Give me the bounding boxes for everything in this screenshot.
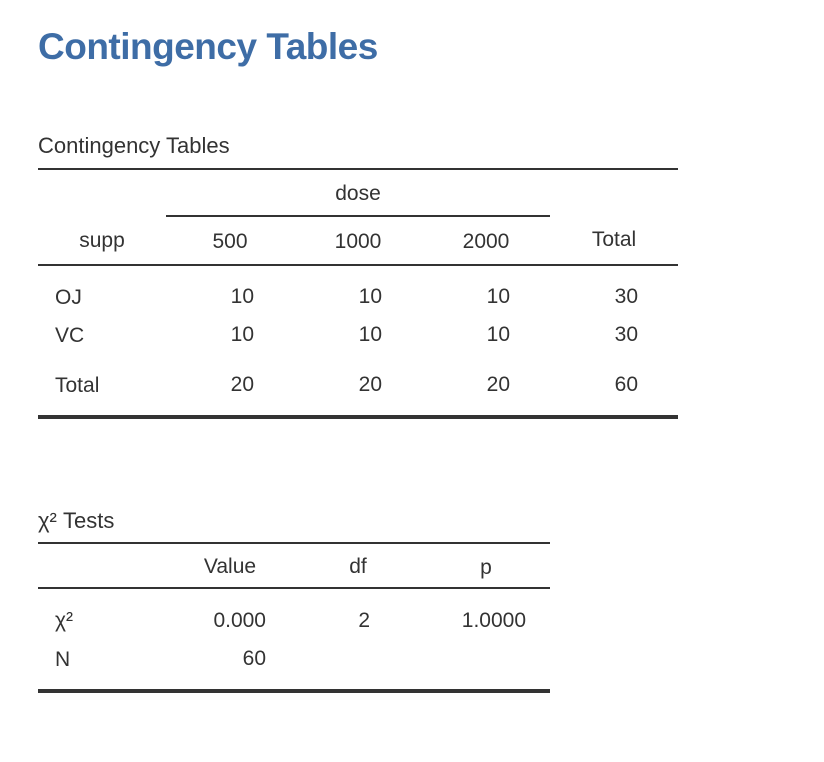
table-cell: 10	[486, 323, 510, 346]
row-label: χ²	[55, 609, 74, 632]
contingency-table-caption: Contingency Tables	[38, 133, 230, 158]
page-title: Contingency Tables	[38, 26, 378, 67]
table-cell: 10	[230, 285, 254, 308]
table-cell: 10	[358, 323, 382, 346]
table-cell: 0.000	[213, 609, 266, 632]
row-label: OJ	[55, 286, 82, 309]
table-bottom-rule	[38, 689, 550, 693]
chisq-table-caption: χ² Tests	[38, 508, 115, 533]
column-group-rule	[166, 215, 550, 217]
column-header: Value	[203, 555, 257, 578]
table-cell: 20	[358, 373, 382, 396]
table-top-rule	[38, 168, 678, 170]
table-cell: 20	[486, 373, 510, 396]
column-header: 1000	[334, 230, 382, 253]
header-rule	[38, 264, 678, 266]
table-cell: 20	[230, 373, 254, 396]
column-header: 500	[212, 230, 248, 253]
column-header: df	[349, 555, 367, 578]
row-label: VC	[55, 324, 85, 347]
table-cell: 10	[230, 323, 254, 346]
table-cell-total: 30	[614, 323, 638, 346]
table-cell: 10	[486, 285, 510, 308]
header-rule	[38, 587, 550, 589]
column-header: p	[480, 556, 492, 579]
table-cell: 2	[358, 609, 370, 632]
column-group-header: dose	[335, 182, 381, 205]
table-bottom-rule	[38, 415, 678, 419]
table-cell-total: 60	[614, 373, 638, 396]
table-cell: 1.0000	[461, 609, 526, 632]
column-header: 2000	[462, 230, 510, 253]
total-column-header: Total	[591, 228, 637, 251]
table-cell-total: 30	[614, 285, 638, 308]
table-top-rule	[38, 542, 550, 544]
row-header-supp: supp	[79, 229, 125, 252]
row-label: Total	[55, 374, 100, 397]
table-cell: 60	[242, 647, 266, 670]
table-cell: 10	[358, 285, 382, 308]
row-label: N	[55, 648, 71, 671]
